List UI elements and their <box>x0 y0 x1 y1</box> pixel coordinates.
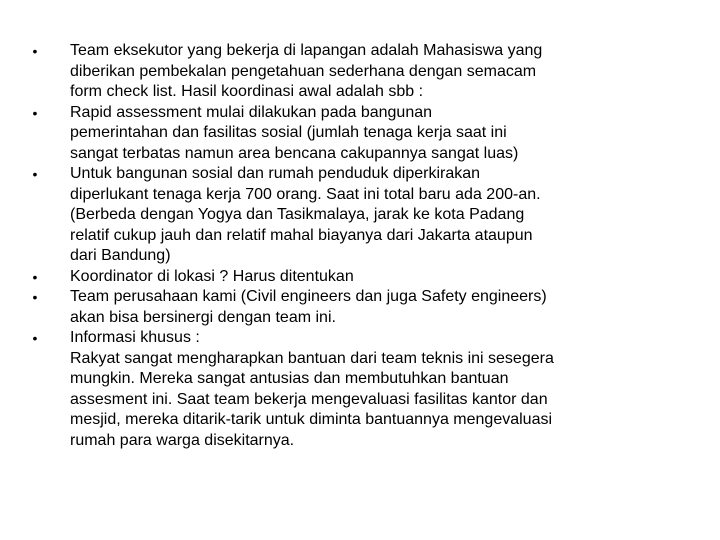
bullet-text: Koordinator di lokasi ? Harus ditentukan <box>70 267 354 285</box>
bullet-text: Informasi khusus : Rakyat sangat mengharapkan bantuan dari team teknis ini sesegera mungkin. Mereka sangat antusias dan membutuhkan bantuan assesment ini. Saat team bekerja mengevaluasi fasilitas kantor dan mesjid, mereka ditarik-tarik untuk diminta bantuannya mengevaluasi rumah para warga disekitarnya. <box>70 329 554 449</box>
bullet-dot-icon: • <box>32 330 38 346</box>
bullet-item-special-info <box>28 328 698 451</box>
bullet-item-team-executor <box>28 41 698 103</box>
bullet-item-social-buildings <box>28 164 698 267</box>
bullet-dot-icon: • <box>32 43 38 59</box>
bullet-dot-icon: • <box>32 289 38 305</box>
bullet-dot-icon: • <box>32 166 38 182</box>
bullet-dot-icon: • <box>32 268 38 285</box>
bullet-text: Rapid assessment mulai dilakukan pada bangunan pemerintahan dan fasilitas sosial (jumlah tenaga kerja saat ini sangat terbatas namun area bencana cakupannya sangat luas) <box>70 103 519 162</box>
bullet-item-rapid-assessment <box>28 103 698 165</box>
bullet-text: Team perusahaan kami (Civil engineers dan juga Safety engineers) akan bisa bersinergi dengan team ini. <box>70 288 547 326</box>
bullet-text: Team eksekutor yang bekerja di lapangan adalah Mahasiswa yang diberikan pembekalan pengetahuan sederhana dengan semacam form check list. Hasil koordinasi awal adalah sbb : <box>70 42 543 100</box>
bullet-item-coordinator <box>28 267 698 288</box>
bullet-text: Untuk bangunan sosial dan rumah penduduk diperkirakan diperlukant tenaga kerja 700 orang. Saat ini total baru ada 200-an. (Berbeda dengan Yogya dan Tasikmalaya, jarak ke kota Padang relatif cukup jauh dan relatif mahal biayanya dari Jakarta ataupun dari Bandung) <box>70 165 541 264</box>
bullet-dot-icon: • <box>32 104 38 121</box>
bullet-list <box>28 41 698 451</box>
bullet-item-company-team <box>28 287 698 328</box>
